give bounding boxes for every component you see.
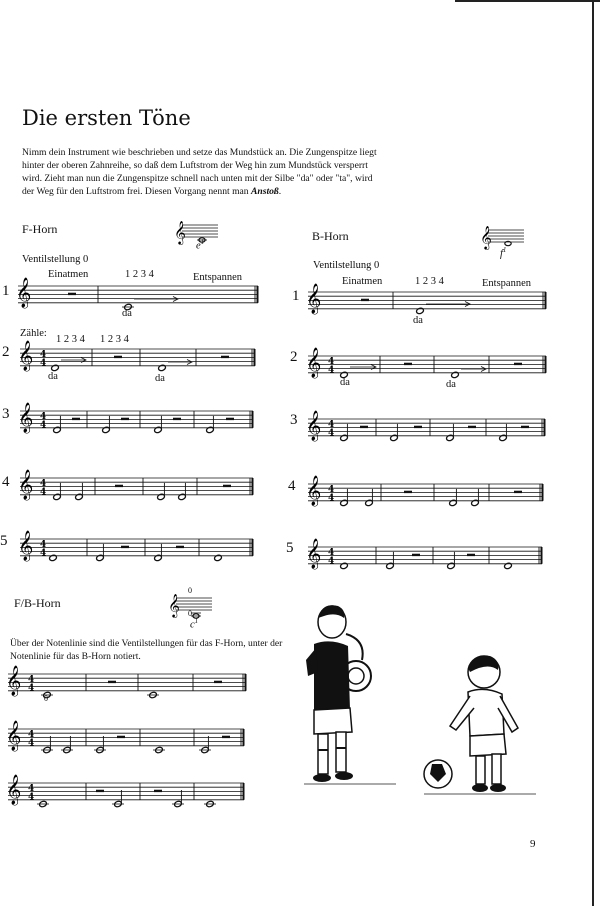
f-ref-sup: 1 — [200, 238, 205, 246]
time-signature: 4 — [40, 540, 47, 550]
b-horn-syllable-2b: da — [446, 379, 456, 390]
half-rest — [514, 363, 522, 365]
half-rest — [121, 418, 129, 420]
treble-clef: 𝄞 — [18, 403, 34, 433]
final-bar-thick — [245, 674, 247, 691]
treble-clef: 𝄞 — [6, 721, 22, 751]
time-signature: 4 — [28, 792, 35, 803]
b-horn-syllable-1: da — [413, 315, 423, 326]
half-rest — [404, 363, 412, 365]
horn-player-illustration — [300, 600, 400, 790]
f-horn-zaehle-count-1: 1 2 3 4 — [56, 334, 85, 345]
final-bar-thick — [252, 478, 254, 495]
b-horn-entspannen: Entspannen — [482, 278, 531, 289]
half-rest — [521, 426, 529, 428]
note-head — [451, 371, 460, 378]
half-rest — [226, 418, 234, 420]
time-signature: 4 — [328, 493, 335, 504]
fb-valve-under-first-note: 0 — [44, 694, 48, 703]
time-signature: 4 — [28, 784, 35, 794]
f-horn-ventil: Ventilstellung 0 — [22, 254, 89, 265]
time-signature: 4 — [328, 357, 335, 367]
time-signature: 4 — [328, 485, 335, 495]
time-signature: 4 — [28, 738, 35, 749]
final-bar-thick — [243, 783, 245, 800]
final-bar-thick — [252, 411, 254, 428]
final-bar-thick — [541, 547, 543, 564]
f-horn-syllable-1: da — [122, 308, 132, 319]
treble-clef: 𝄞 — [18, 531, 34, 561]
half-rest — [176, 546, 184, 548]
note-head — [49, 554, 58, 561]
f-horn-count: 1 2 3 4 — [125, 269, 154, 280]
half-rest — [412, 554, 420, 556]
half-rest — [108, 681, 116, 683]
final-bar-thick — [545, 356, 547, 373]
half-rest — [468, 426, 476, 428]
half-rest — [414, 426, 422, 428]
time-signature: 4 — [328, 556, 335, 567]
half-rest — [404, 491, 412, 493]
treble-clef: 𝄞 — [6, 666, 22, 696]
half-rest — [467, 554, 475, 556]
half-rest — [68, 293, 76, 295]
final-bar-thick — [252, 539, 254, 556]
half-rest — [114, 356, 122, 358]
time-signature: 4 — [40, 487, 47, 498]
b-horn-einatmen: Einatmen — [342, 276, 383, 287]
f-row-number-3: 3 — [2, 406, 10, 422]
half-rest — [361, 299, 369, 301]
time-signature: 4 — [328, 548, 335, 558]
half-rest — [72, 418, 80, 420]
time-signature: 4 — [28, 683, 35, 694]
note-head — [158, 364, 167, 371]
time-signature: 4 — [40, 548, 47, 559]
f-ref-letter: e — [196, 240, 201, 252]
time-signature: 4 — [40, 479, 47, 489]
half-rest — [222, 736, 230, 738]
final-bar-thick — [542, 484, 544, 501]
b-row-number-4: 4 — [288, 478, 296, 494]
page-title: Die ersten Töne — [22, 106, 191, 130]
f-row-number-1: 1 — [2, 283, 10, 299]
treble-clef: 𝄞 — [306, 348, 322, 378]
half-rest — [115, 485, 123, 487]
half-rest — [214, 681, 222, 683]
half-rest — [360, 426, 368, 428]
time-signature: 4 — [40, 412, 47, 422]
f-horn-einatmen: Einatmen — [48, 269, 89, 280]
final-bar-thick — [544, 419, 546, 436]
intro-term: Anstoß — [250, 186, 279, 197]
note-head — [340, 371, 349, 378]
svg-text:𝄞: 𝄞 — [168, 593, 180, 617]
f-horn-heading: F-Horn — [22, 222, 58, 236]
final-bar-thick — [254, 349, 256, 366]
note-head — [416, 307, 425, 314]
b-horn-count: 1 2 3 4 — [415, 276, 444, 287]
b-row-number-2: 2 — [290, 349, 298, 365]
b-ref-sup: 1 — [502, 246, 507, 254]
f-horn-zaehle-count-2: 1 2 3 4 — [100, 334, 129, 345]
f-row-number-2: 2 — [2, 344, 10, 360]
note-head — [214, 554, 223, 561]
f-horn-syllable-2b: da — [155, 373, 165, 384]
half-rest — [96, 790, 104, 792]
treble-clef: 𝄞 — [18, 341, 34, 371]
child-with-ball-illustration — [420, 650, 540, 800]
b-ref-letter: f — [500, 248, 503, 260]
treble-clef: 𝄞 — [306, 411, 322, 441]
b-row-number-3: 3 — [290, 412, 298, 428]
treble-clef: 𝄞 — [6, 775, 22, 805]
note-head — [340, 562, 349, 569]
fb-valve-top: 0 — [188, 586, 192, 595]
b-row-number-1: 1 — [292, 288, 300, 304]
fb-ref-sup: 1 — [194, 617, 199, 625]
f-horn-entspannen: Entspannen — [193, 272, 242, 283]
half-rest — [221, 356, 229, 358]
time-signature: 4 — [28, 730, 35, 740]
time-signature: 4 — [328, 428, 335, 439]
svg-text:𝄞: 𝄞 — [174, 220, 186, 244]
intro-end: . — [278, 186, 282, 197]
time-signature: 4 — [40, 350, 47, 360]
final-bar-thick — [257, 286, 259, 303]
treble-clef: 𝄞 — [18, 470, 34, 500]
f-row-number-5: 5 — [0, 533, 8, 549]
time-signature: 4 — [28, 675, 35, 685]
time-signature: 4 — [40, 420, 47, 431]
time-signature: 4 — [40, 358, 47, 369]
half-rest — [154, 790, 162, 792]
intro-text: Nimm dein Instrument wie beschrieben und setze das Mundstück an. Die Zungenspitze liegt hinter der oberen Zahnreihe, so daß dem Luftstrom der Weg hin zum Mundstück versperrt wird. Zieht man nun die Zungenspitze schnell nach unten mit der Silbe "da" oder "ta", wird der Weg für den Luftstrom frei. Diesen Vorgang nennt man — [22, 147, 377, 197]
fb-ref-letter: c — [190, 619, 195, 631]
half-rest — [121, 546, 129, 548]
b-horn-ventil: Ventilstellung 0 — [313, 260, 380, 271]
treble-clef: 𝄞 — [16, 278, 32, 308]
time-signature: 4 — [328, 420, 335, 430]
half-rest — [117, 736, 125, 738]
time-signature: 4 — [328, 365, 335, 376]
page-number: 9 — [530, 838, 536, 850]
b-row-number-5: 5 — [286, 540, 294, 556]
fb-valve-bottom: 0 — [188, 609, 192, 618]
b-horn-heading: B-Horn — [312, 229, 349, 243]
fb-horn-explanation: Über der Notenlinie sind die Ventilstellungen für das F-Horn, unter der Notenlinie für das B-Horn notiert. — [10, 638, 283, 662]
fb-horn-heading: F/B-Horn — [14, 596, 61, 610]
f-horn-zaehle: Zähle: — [20, 328, 47, 339]
half-rest — [223, 485, 231, 487]
b-horn-syllable-2a: da — [340, 377, 350, 388]
note-head — [51, 364, 60, 371]
treble-clef: 𝄞 — [306, 284, 322, 314]
note-head — [504, 562, 513, 569]
treble-clef: 𝄞 — [306, 539, 322, 569]
final-bar-thick — [545, 292, 547, 309]
final-bar-thick — [243, 729, 245, 746]
treble-clef: 𝄞 — [306, 476, 322, 506]
f-horn-syllable-2a: da — [48, 371, 58, 382]
svg-text:𝄞: 𝄞 — [480, 225, 492, 249]
half-rest — [514, 491, 522, 493]
f-row-number-4: 4 — [2, 474, 10, 490]
half-rest — [173, 418, 181, 420]
